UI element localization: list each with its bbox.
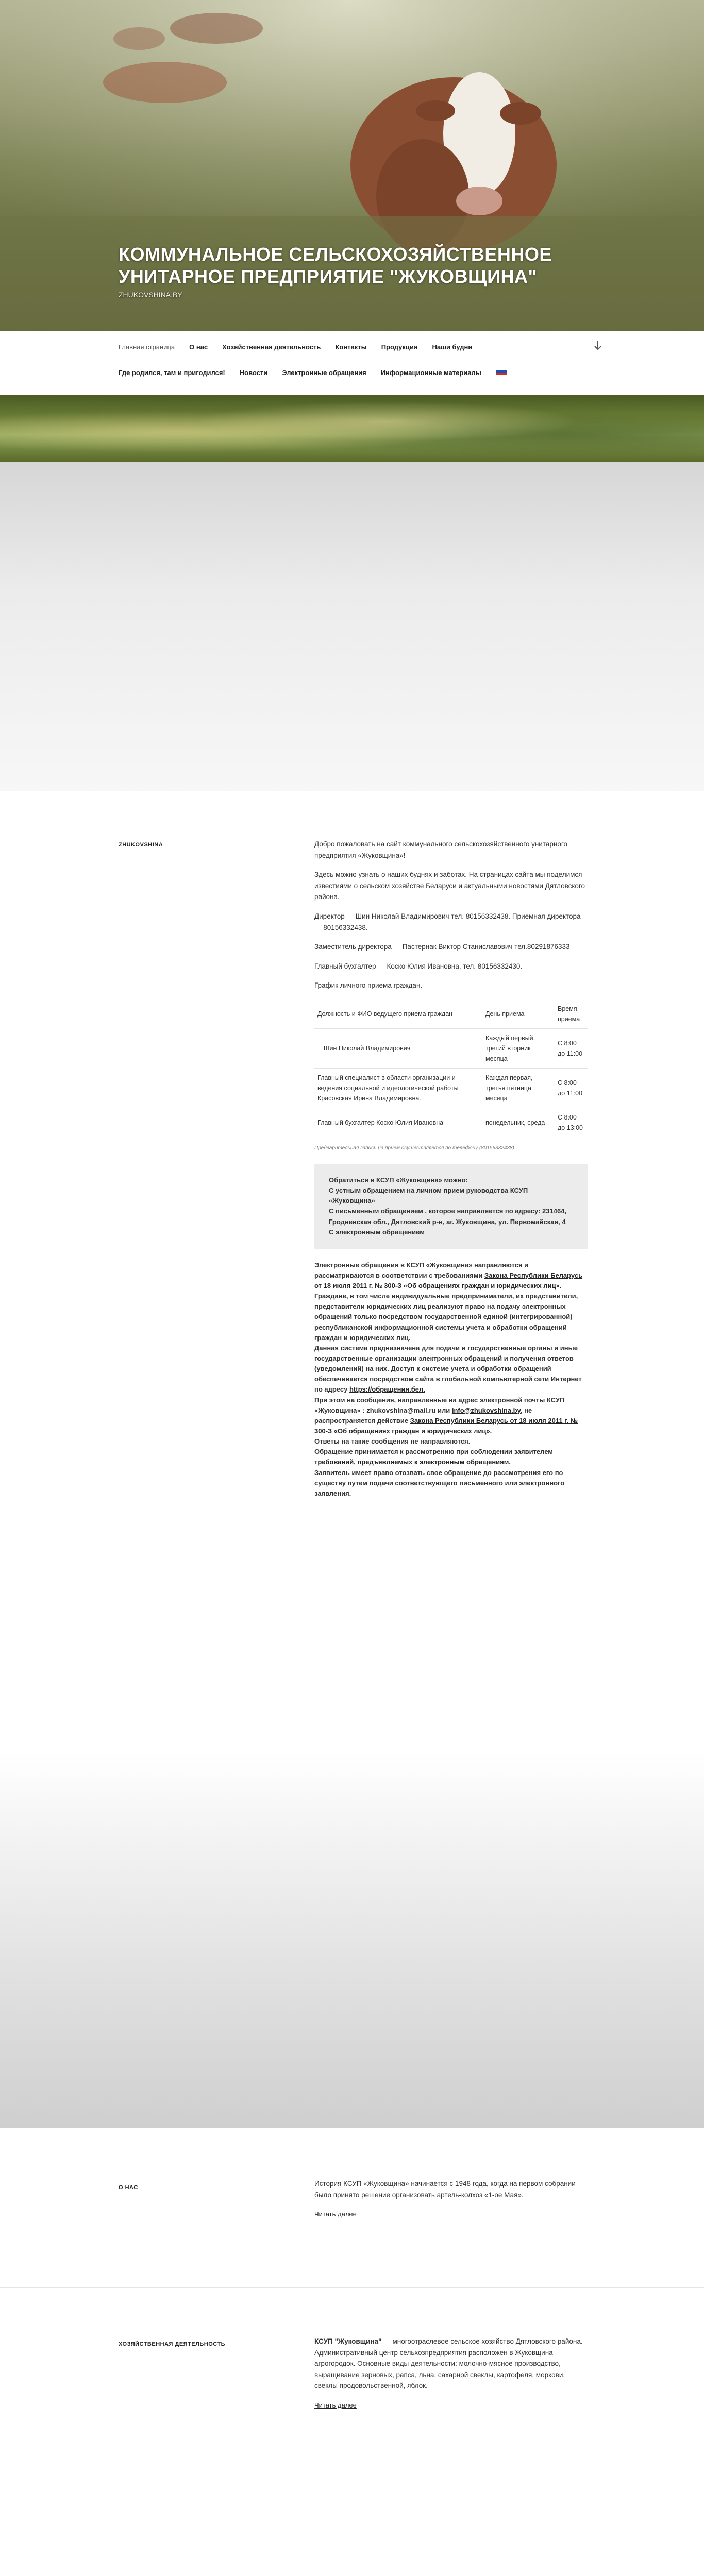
table-cell: Каждый первый, третий вторник месяца (482, 1028, 555, 1068)
e-appeals-p8: Заявитель имеет право отозвать свое обращение до рассмотрения его по существу путем подачи соответствующего письменного или электронного заявления. (314, 1468, 565, 1497)
e-appeals-p6: Ответы на такие сообщения не направляются. (314, 1437, 471, 1446)
e-appeals-info (314, 1260, 588, 1499)
section-label-activity: ХОЗЯЙСТВЕННАЯ ДЕЯТЕЛЬНОСТЬ (119, 2341, 226, 2347)
section-zhukovshina-content (314, 839, 588, 1499)
table-row (314, 1028, 588, 1068)
section-label-zhukovshina: ZHUKOVSHINA (119, 842, 163, 848)
parallax-band-1 (0, 462, 704, 791)
schedule-title: График личного приема граждан. (314, 981, 423, 990)
law-link-1[interactable]: Закона Республики Беларусь от 18 июля 2011 г. № 300-З «Об обращениях граждан и юридических лиц». (314, 1271, 583, 1290)
site-footer (0, 2553, 704, 2576)
table-cell: понедельник, среда (482, 1108, 555, 1137)
section-about-content (314, 2178, 588, 2220)
nav-item-born-here[interactable]: Где родился, там и пригодился! (119, 369, 225, 377)
table-cell: Каждая первая, третья пятница месяца (482, 1068, 555, 1108)
table-cell: С 8:00 до 11:00 (555, 1068, 588, 1108)
box-line: Обратиться в КСУП «Жуковщина» можно: (329, 1176, 468, 1184)
table-cell: Главный бухгалтер Коско Юлия Ивановна (314, 1108, 482, 1137)
nav-item-news[interactable]: Новости (239, 369, 268, 377)
accountant-contact: Главный бухгалтер — Коско Юлия Ивановна, тел. 80156332430. (314, 962, 523, 970)
about-read-more-link[interactable]: Читать далее (314, 2210, 357, 2218)
nav-item-home[interactable]: Главная страница (119, 343, 175, 351)
site-branding (119, 243, 582, 301)
nav-row-1 (119, 342, 472, 352)
box-line: С электронным обращением (329, 1228, 425, 1236)
site-tagline: ZHUKOVSHINA.BY (119, 291, 182, 299)
arrow-down-icon[interactable] (592, 340, 604, 352)
table-header-cell: Должность и ФИО ведущего приема граждан (317, 1010, 453, 1018)
nav-item-info-materials[interactable]: Информационные материалы (380, 369, 481, 377)
appointment-note: Предварительная запись на прием осуществляется по телефону (80156332438) (314, 1145, 514, 1151)
russian-flag-icon[interactable] (496, 368, 507, 375)
table-row (314, 1108, 588, 1137)
activity-lead: КСУП "Жуковщина" (314, 2337, 382, 2345)
portal-link[interactable]: https://обращения.бел. (349, 1385, 425, 1394)
nav-item-daily-life[interactable]: Наши будни (432, 343, 473, 351)
table-row (314, 1068, 588, 1108)
reception-schedule-table (314, 999, 588, 1137)
e-appeals-p4: При этом на сообщения, направленные на адрес электронной почты КСУП «Жуковщина» : zhukovshina@mail.ru или (314, 1396, 565, 1414)
nav-item-activity[interactable]: Хозяйственная деятельность (222, 343, 321, 351)
how-to-contact-box (314, 1164, 588, 1249)
parallax-band-2 (0, 1752, 704, 2128)
site-title[interactable]: КОММУНАЛЬНОЕ СЕЛЬСКОХОЗЯЙСТВЕННОЕ УНИТАРНОЕ ПРЕДПРИЯТИЕ "ЖУКОВЩИНА" (119, 244, 552, 287)
activity-text (314, 2336, 588, 2392)
activity-read-more-link[interactable]: Читать далее (314, 2401, 357, 2409)
director-contact: Директор — Шин Николай Владимирович тел. 80156332438. Приемная директора — 80156332438. (314, 912, 581, 931)
nav-item-contacts[interactable]: Контакты (335, 343, 367, 351)
nav-row-2 (119, 368, 507, 378)
table-cell: Главный специалист в области организации и ведения социальной и идеологической работы Красовская Ирина Владимировна. (314, 1068, 482, 1108)
table-cell: С 8:00 до 11:00 (555, 1028, 588, 1068)
box-line: С устным обращением на личном прием руководства КСУП «Жуковщина» (329, 1187, 528, 1205)
section-divider (0, 2287, 704, 2288)
main-navigation (0, 331, 704, 395)
about-text: История КСУП «Жуковщина» начинается с 1948 года, когда на первом собрании было принято решение организовать артель-колхоз «1-ое Мая». (314, 2180, 576, 2199)
e-appeals-p1: Электронные обращения в КСУП «Жуковщина» направляются и рассматриваются в соответствии с требованиями (314, 1261, 529, 1279)
e-appeals-p3: Данная система предназначена для подачи в государственные органы и иные государственные организации электронных обращений и получения ответов (уведомлений) на них. Доступ к системе учета и обработки обращений обеспечивается посредством сайта в глобальной компьютерной сети Интернет по адресу (314, 1344, 582, 1394)
about-site-text: Здесь можно узнать о наших буднях и заботах. На страницах сайта мы поделимся известиями о сельском хозяйстве Беларуси и актуальными новостями Дятловского района. (314, 871, 585, 901)
section-activity-content (314, 2336, 588, 2411)
e-appeals-p2: Граждане, в том числе индивидуальные предприниматели, их представители, представители юридических лиц реализуют право на подачу электронных обращений только посредством государственной единой (интегрированной) республиканской информационной системы учета и обработки обращений граждан и юридических лиц. (314, 1292, 578, 1342)
table-cell: С 8:00 до 13:00 (555, 1108, 588, 1137)
intro-text: Добро пожаловать на сайт коммунального сельскохозяйственного унитарного предприятия «Жуковщина»! (314, 840, 567, 859)
hero-banner (0, 0, 704, 331)
table-header-row (314, 999, 588, 1029)
requirements-link[interactable]: требований, предъявляемых к электронным обращениям. (314, 1458, 511, 1466)
law-link-2[interactable]: Закона Республики Беларусь от 18 июля 2011 г. № 300-З «Об обращениях граждан и юридических лиц». (314, 1416, 578, 1435)
table-header-cell: День приема (485, 1010, 525, 1018)
e-appeals-p7: Обращение принимается к рассмотрению при соблюдении заявителем (314, 1448, 553, 1456)
deputy-contact: Заместитель директора — Пастернак Виктор Станиславович тел.80291876333 (314, 943, 570, 951)
table-header-cell: Время приема (558, 1005, 580, 1023)
table-cell: Шин Николай Владимирович (314, 1028, 482, 1068)
box-line: С письменным обращением , которое направляется по адресу: 231464, Гродненская обл., Дятловский р-н, аг. Жуковщина, ул. Первомайская, 4 (329, 1207, 567, 1226)
nav-item-about[interactable]: О нас (189, 343, 208, 351)
info-email-link[interactable]: info@zhukovshina.by (451, 1406, 521, 1414)
nav-item-products[interactable]: Продукция (381, 343, 418, 351)
activity-description: — многоотраслевое сельское хозяйство Дятловского района. Административный центр сельхозпредприятия расположен в Жуковщина агрогородок. Основные виды деятельности: молочно-мясное производство, выращивание зерновых, рапса, льна, сахарной свеклы, картофеля, моркови, свеклы продовольственной, яблок. (314, 2337, 583, 2390)
section-label-about: О НАС (119, 2184, 138, 2191)
nav-item-e-appeals[interactable]: Электронные обращения (282, 369, 366, 377)
header-image-strip (0, 395, 704, 462)
e-appeals-p5: , не распространяется действие (314, 1406, 532, 1425)
